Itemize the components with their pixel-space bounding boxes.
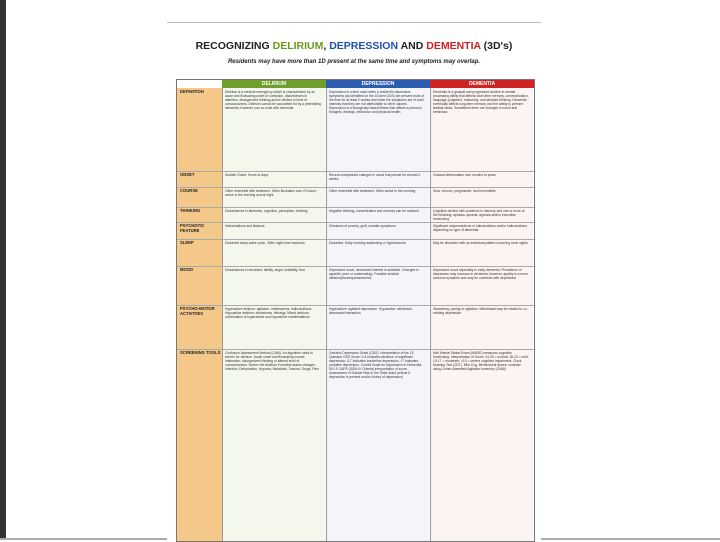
dementia-cell: Mini Mental Status Exam (MMSE) measures cognitive functioning. Interpretation of Score: 24-30 = normal; 18-23 = mild; 10-17 = moderate; <10 = severe cognitive impairment. Clock Drawing Test (CDT). Mini-Cog. Behavioural issues: consider using Cohen-Mansfield Agitation Inventory (CMAI) — [433, 351, 529, 371]
depression-cell: Recent unexplained changes in mood that persist for at least 2 weeks — [329, 173, 421, 181]
delirium-cell: Hallucinations and illusions — [225, 224, 265, 228]
row-label: SLEEP — [180, 240, 194, 245]
row-label: THINKING — [180, 208, 201, 213]
depression-cell: Depressed mood, decreased interest in activities. Changes in appetite (over or undereating). Possible suicidal ideation/plan/expressiveness — [329, 268, 419, 280]
row-label: PSYCHO-MOTOR ACTIVITIES — [180, 306, 215, 316]
depression-cell: Negative thinking, concentration and memory can be reduced — [329, 209, 419, 213]
depression-cell: Geriatric Depression Scale (GDS). Interpretation of the 15 Question GDS Score: 0-4 Indicates absence of significant depression; 5-7 Indicates borderline depression; >7 Indicates probable depression. Cornell Scale for Depression in Dementia. SIG E CAPS (DSM-IV Criteria) interpretation of score. Assessment of Suicide Risk in the Older Adult (critical if depression is present and/or history of depression) — [329, 351, 423, 379]
row-label: PSYCHOTIC FEATURE — [180, 223, 205, 233]
row-label: MOOD — [180, 267, 194, 272]
row-divider — [177, 239, 534, 240]
dementia-cell: Slow, chronic, progressive, and irreversible — [433, 189, 496, 193]
page-top-rule — [167, 22, 541, 23]
comparison-table — [176, 79, 535, 542]
dementia-cell: Depressed mood especially in early dementia. Prevalence of depression may increase in dementia; however, apathy is a more common symptom and may be confused with depression — [433, 268, 528, 280]
depression-cell: Often reversible with treatment. Often worse in the morning — [329, 189, 416, 193]
title-comma: , — [323, 40, 330, 52]
header-blank — [177, 80, 222, 88]
row-divider — [177, 171, 534, 172]
row-label: DEFINITION — [180, 89, 204, 94]
row-label: COURSE — [180, 188, 198, 193]
delirium-cell: Delirium is a medical emergency which is characterized by an acute and fluctuating onset of confusion, disturbances in attention, disorganized thinking and/or decline in level of consciousness. Delirium cannot be accounted for by a preexisting dementia; however, can co-exist with dementia. — [225, 90, 321, 110]
dementia-cell: May be disturbed with an individual pattern occurring most nights — [433, 241, 528, 245]
row-divider — [177, 305, 534, 306]
title-depression: DEPRESSION — [329, 40, 399, 52]
row-divider — [177, 266, 534, 267]
delirium-cell: Often reversible with treatment. Often fluctuates over 24 hours; worse in the evening and at night — [225, 189, 317, 197]
document-title — [167, 40, 541, 52]
dementia-cell: Wandering, pacing or agitation. Withdrawal may be related to co-existing depression — [433, 307, 528, 315]
title-suffix: (3D's) — [480, 40, 513, 52]
row-label: ONSET — [180, 172, 195, 177]
delirium-cell: Disturbed sleep-wake cycle. Often night-time insomnia — [225, 241, 305, 245]
depression-cell: Delusions of poverty, guilt, somatic symptoms — [329, 224, 396, 228]
slide-left-border — [0, 0, 6, 540]
row-divider — [177, 349, 534, 350]
document-page — [167, 22, 541, 540]
title-dementia: DEMENTIA — [426, 40, 481, 52]
depression-cell: Depression is a term used when a resident's depressive symptoms (as identified on the 15-item GDS) are present most of the time for at least 2 weeks and when the symptoms are of such intensity that they are not attributable to other causes. Depression is a biologically based illness that affects a person's thoughts, feelings, behaviour and physical health. — [329, 90, 425, 114]
depression-cell: Hyperactive: agitated depression. Hypoactive: withdrawn, decreased interaction — [329, 307, 413, 315]
dementia-cell: Cognitive decline with problems in memory and one or more of the following: aphasia, apraxia, agnosia and/or executive functioning — [433, 209, 525, 221]
delirium-cell: Confusion Assessment Method (CAM). An algorithm used to screen for delirium. Acute onset and fluctuating course; inattention; disorganized thinking or altered level of consciousness. Screen the delirium if medical status changes: Infection, Dehydration, Hypoxia, Metabolic, Trauma, Drugs, Pain — [225, 351, 319, 371]
header-depression: DEPRESSION — [326, 80, 430, 88]
dementia-cell: Gradual deterioration over months to years — [433, 173, 496, 177]
title-prefix: RECOGNIZING — [195, 40, 273, 52]
row-label: SCREENING TOOLS — [180, 350, 221, 355]
document-subtitle: Residents may have more than 1D present at the same time and symptoms may overlap. — [227, 59, 481, 65]
delirium-cell: Sudden Onset: Hours to days — [225, 173, 269, 177]
title-and: AND — [398, 40, 427, 52]
depression-cell: Disturbed. Early morning awakening or hypersomnia — [329, 241, 406, 245]
title-delirium: DELIRIUM — [272, 40, 324, 52]
delirium-cell: Disturbances in alertness, cognition, perception, thinking — [225, 209, 308, 213]
header-delirium: DELIRIUM — [222, 80, 326, 88]
delirium-cell: Disturbances in emotions: lability, anger, irritability, fear — [225, 268, 305, 272]
row-divider — [177, 187, 534, 188]
header-dementia: DEMENTIA — [430, 80, 534, 88]
row-divider — [177, 222, 534, 223]
dementia-cell: Dementia is a gradual and progressive decline in mental processing ability that affects short-term memory, communication, language, judgment, reasoning, and abstract thinking. Dementia eventually affects long-term memory and the ability to perform familiar tasks. Sometimes there are changes in mood and behaviour. — [433, 90, 529, 114]
dementia-cell: Significant misperceptions of hallucinations and/or hallucinations depending on type of dementia — [433, 224, 528, 232]
row-divider — [177, 207, 534, 208]
delirium-cell: Hyperactive delirium: agitation, restlessness, hallucinations. Hypoactive delirium: drowsiness, lethargy. Mixed delirium: combination of hyperactive and hypoactive manifestations — [225, 307, 313, 319]
